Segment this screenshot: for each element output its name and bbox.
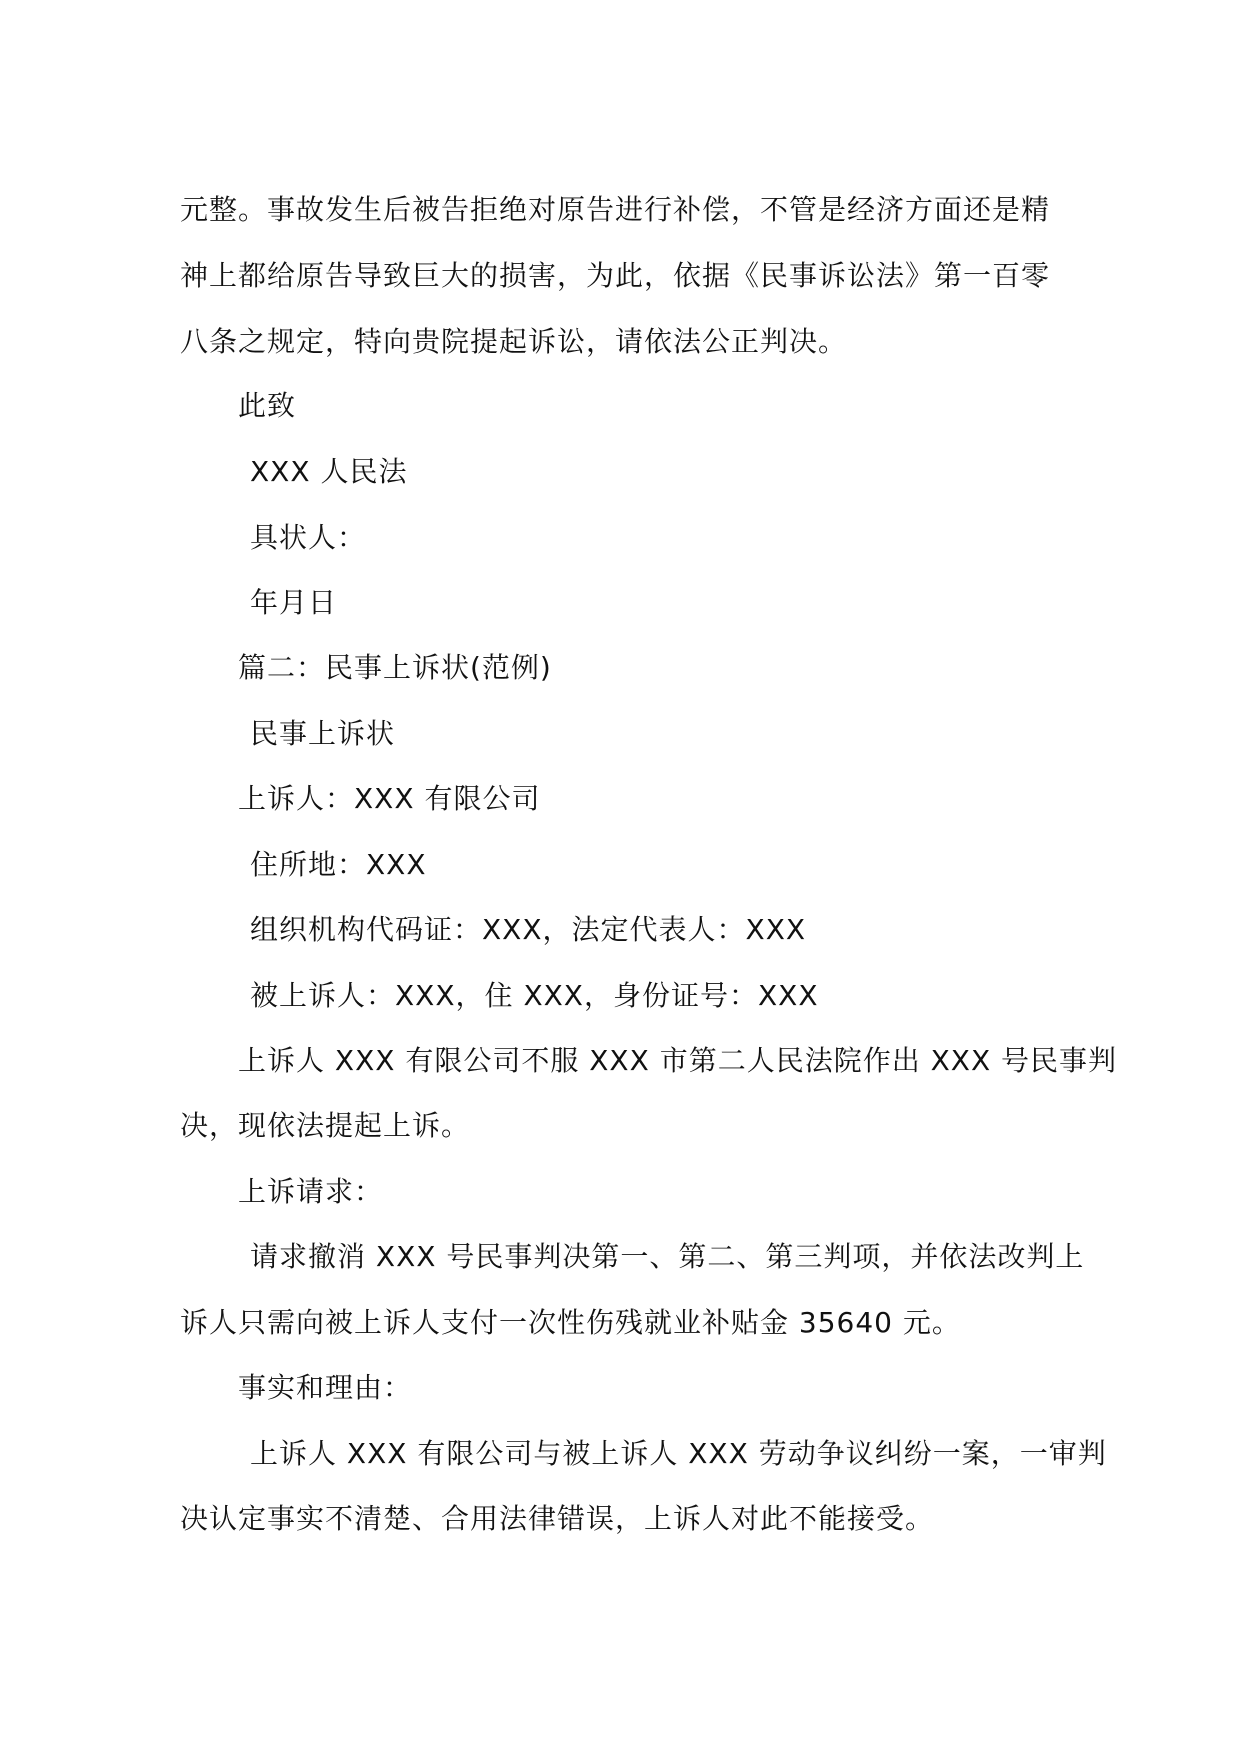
date-line: 年月日 [250, 586, 338, 619]
paragraph-line: 上诉人 XXX 有限公司与被上诉人 XXX 劳动争议纠纷一案，一审判 [250, 1437, 1107, 1470]
paragraph-line: 决认定事实不清楚、合用法律错误，上诉人对此不能接受。 [180, 1502, 935, 1535]
paragraph-line: 请求撤消 XXX 号民事判决第一、第二、第三判项，并依法改判上 [250, 1240, 1085, 1273]
paragraph-line: 八条之规定，特向贵院提起诉讼，请依法公正判决。 [180, 325, 848, 358]
appeal-request-heading: 上诉请求： [238, 1175, 384, 1208]
document-title: 民事上诉状 [250, 717, 396, 750]
appellee-line: 被上诉人：XXX，住 XXX，身份证号：XXX [250, 979, 819, 1012]
signer-line: 具状人： [250, 521, 367, 554]
facts-heading: 事实和理由： [238, 1371, 413, 1404]
paragraph-line: 上诉人 XXX 有限公司不服 XXX 市第二人民法院作出 XXX 号民事判 [238, 1044, 1118, 1077]
paragraph-line: 诉人只需向被上诉人支付一次性伤残就业补贴金 35640 元。 [180, 1306, 961, 1339]
salutation-line: 此致 [238, 389, 297, 422]
paragraph-line: 决，现依法提起上诉。 [180, 1109, 471, 1142]
org-code-line: 组织机构代码证：XXX，法定代表人：XXX [250, 913, 807, 946]
paragraph-line: 元整。事故发生后被告拒绝对原告进行补偿，不管是经济方面还是精 [180, 193, 1051, 226]
section-heading: 篇二：民事上诉状(范例) [238, 651, 552, 684]
address-line: 住所地：XXX [250, 848, 427, 881]
appellant-line: 上诉人：XXX 有限公司 [238, 782, 541, 815]
court-line: XXX 人民法 [250, 455, 408, 488]
paragraph-line: 神上都给原告导致巨大的损害，为此，依据《民事诉讼法》第一百零 [180, 259, 1051, 292]
